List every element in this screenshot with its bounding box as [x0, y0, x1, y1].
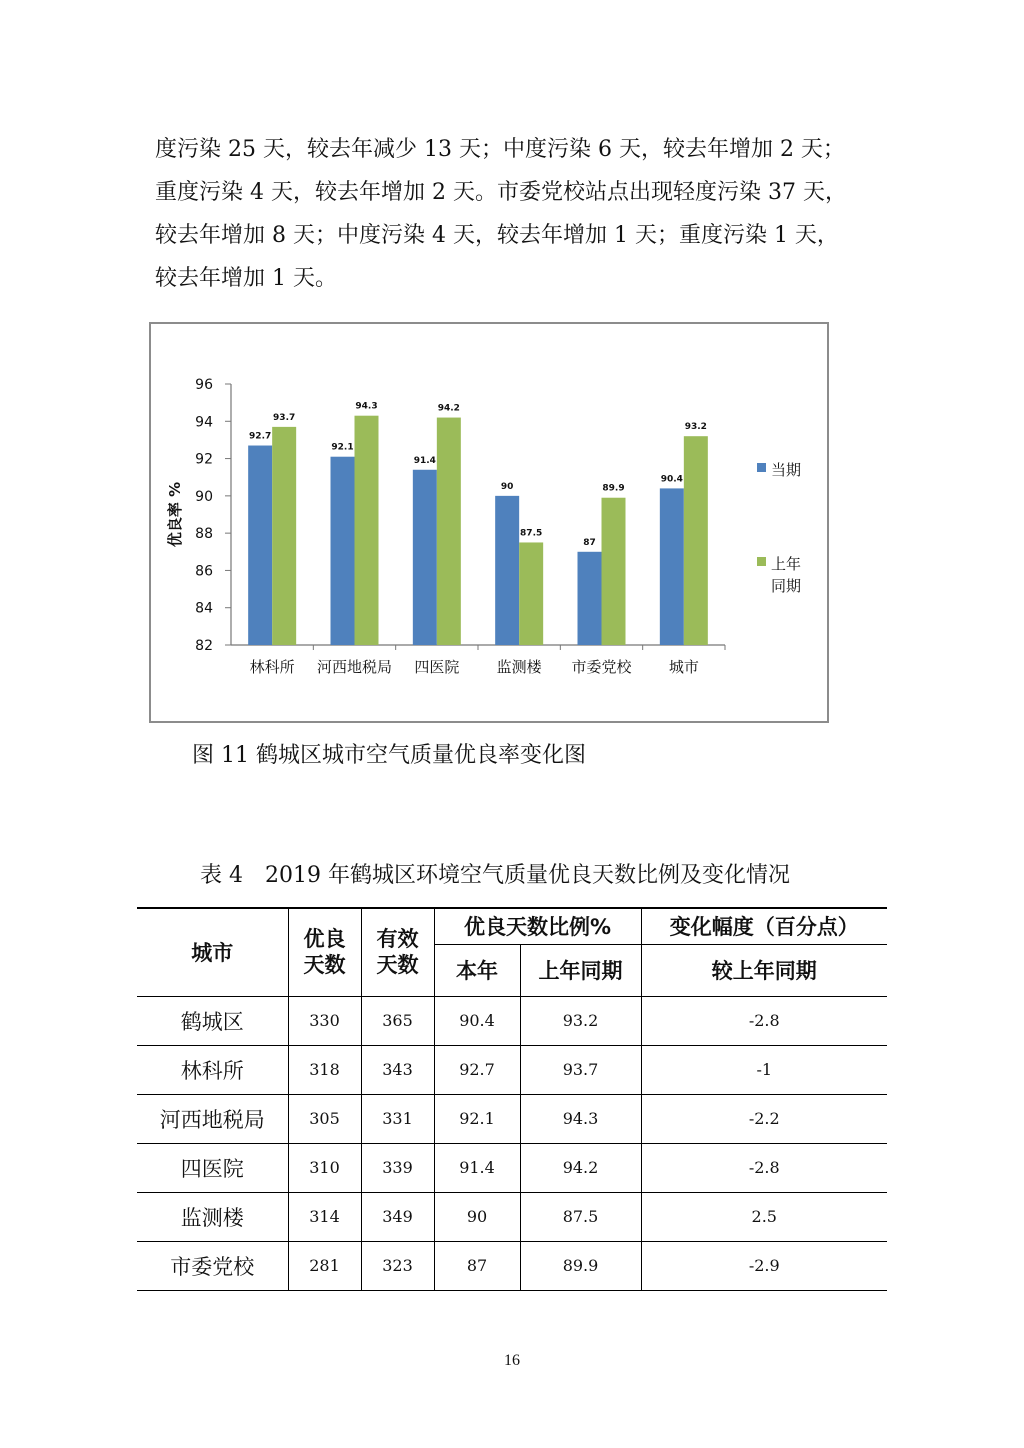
bar — [272, 427, 296, 645]
bar — [437, 418, 461, 645]
bar — [248, 446, 272, 645]
x-tick-label: 城市 — [668, 658, 699, 676]
data-label: 90.4 — [660, 474, 683, 485]
cell-valid-days: 339 — [361, 1143, 434, 1192]
cell-last-year: 93.2 — [520, 996, 641, 1045]
table-row — [137, 996, 887, 1045]
bar — [519, 542, 543, 645]
table-row — [137, 1094, 887, 1143]
table-row — [137, 1143, 887, 1192]
cell-last-year: 87.5 — [520, 1192, 641, 1241]
bar — [602, 498, 626, 645]
x-tick-label: 四医院 — [414, 658, 460, 676]
cell-city: 林科所 — [137, 1045, 288, 1094]
x-tick-label: 河西地税局 — [316, 658, 393, 676]
paragraph-line: 较去年增加 1 天。 — [155, 266, 337, 291]
y-tick-label: 96 — [195, 377, 213, 393]
cell-good-days: 318 — [288, 1045, 361, 1094]
data-label: 93.2 — [684, 422, 707, 433]
paragraph-line: 度污染 25 天，较去年减少 13 天；中度污染 6 天，较去年增加 2 天； — [155, 137, 845, 162]
legend-label: 当期 — [771, 461, 802, 479]
data-label: 93.7 — [273, 412, 296, 423]
legend-swatch — [757, 557, 766, 566]
bar — [578, 552, 602, 645]
cell-valid-days: 343 — [361, 1045, 434, 1094]
bar — [413, 470, 437, 645]
data-label: 87.5 — [520, 528, 543, 539]
bar-chart — [151, 324, 827, 721]
cell-good-days: 281 — [288, 1241, 361, 1290]
header-good-days-line: 天数 — [303, 953, 346, 978]
bar — [331, 457, 355, 645]
x-tick-label: 市委党校 — [571, 658, 632, 676]
bar — [684, 436, 708, 645]
data-table — [137, 907, 887, 1291]
cell-valid-days: 331 — [361, 1094, 434, 1143]
y-tick-label: 84 — [195, 600, 213, 617]
cell-city: 四医院 — [137, 1143, 288, 1192]
cell-this-year: 92.7 — [434, 1045, 520, 1094]
cell-change: -2.8 — [641, 1143, 887, 1192]
data-label: 90 — [500, 481, 514, 492]
cell-good-days: 330 — [288, 996, 361, 1045]
table-row — [137, 1045, 887, 1094]
y-axis-label: 优良率 % — [166, 481, 184, 548]
cell-this-year: 91.4 — [434, 1143, 520, 1192]
figure-caption: 图 11 鹤城区城市空气质量优良率变化图 — [192, 743, 586, 768]
cell-this-year: 92.1 — [434, 1094, 520, 1143]
cell-valid-days: 349 — [361, 1192, 434, 1241]
cell-good-days: 314 — [288, 1192, 361, 1241]
cell-good-days: 310 — [288, 1143, 361, 1192]
paragraph-line: 较去年增加 8 天；中度污染 4 天，较去年增加 1 天；重度污染 1 天， — [155, 223, 839, 248]
cell-this-year: 90.4 — [434, 996, 520, 1045]
cell-city: 监测楼 — [137, 1192, 288, 1241]
paragraph-line: 重度污染 4 天，较去年增加 2 天。市委党校站点出现轻度污染 37 天， — [155, 180, 847, 205]
cell-city: 河西地税局 — [137, 1094, 288, 1143]
data-label: 92.1 — [331, 442, 354, 453]
y-tick-label: 90 — [195, 488, 213, 505]
cell-city: 市委党校 — [137, 1241, 288, 1290]
header-valid-days — [361, 908, 434, 996]
cell-valid-days: 323 — [361, 1241, 434, 1290]
legend-label: 同期 — [771, 577, 802, 595]
page-number: 16 — [504, 1352, 520, 1369]
data-label: 91.4 — [413, 455, 436, 466]
x-tick-label: 林科所 — [249, 658, 295, 676]
bar — [355, 416, 379, 645]
cell-change: 2.5 — [641, 1192, 887, 1241]
header-last-year: 上年同期 — [520, 944, 641, 996]
legend-label: 上年 — [771, 555, 802, 573]
header-valid-days-line: 天数 — [376, 953, 419, 978]
header-change-group: 变化幅度（百分点） — [641, 908, 887, 944]
bar — [495, 496, 519, 645]
header-this-year: 本年 — [434, 944, 520, 996]
body-paragraph — [155, 128, 895, 300]
cell-change: -2.9 — [641, 1241, 887, 1290]
chart-frame — [149, 322, 829, 723]
header-good-days — [288, 908, 361, 996]
cell-change: -1 — [641, 1045, 887, 1094]
y-tick-label: 82 — [195, 638, 213, 654]
cell-good-days: 305 — [288, 1094, 361, 1143]
cell-last-year: 94.2 — [520, 1143, 641, 1192]
cell-last-year: 94.3 — [520, 1094, 641, 1143]
data-label: 94.3 — [355, 401, 378, 412]
data-label: 94.2 — [437, 403, 460, 414]
table-title: 表 4 2019 年鹤城区环境空气质量优良天数比例及变化情况 — [200, 863, 790, 888]
cell-last-year: 89.9 — [520, 1241, 641, 1290]
data-label: 92.7 — [249, 431, 272, 442]
data-label: 87 — [583, 537, 596, 548]
cell-city: 鹤城区 — [137, 996, 288, 1045]
cell-valid-days: 365 — [361, 996, 434, 1045]
x-tick-label: 监测楼 — [496, 658, 542, 676]
header-ratio-group: 优良天数比例% — [434, 908, 641, 944]
table-row — [137, 1241, 887, 1290]
data-label: 89.9 — [602, 483, 625, 494]
table-row — [137, 1192, 887, 1241]
cell-change: -2.2 — [641, 1094, 887, 1143]
y-tick-label: 88 — [195, 526, 213, 543]
legend-swatch — [757, 463, 766, 472]
header-good-days-line: 优良 — [303, 927, 346, 952]
y-tick-label: 94 — [195, 414, 213, 431]
y-tick-label: 92 — [195, 451, 213, 468]
cell-change: -2.8 — [641, 996, 887, 1045]
cell-this-year: 87 — [434, 1241, 520, 1290]
cell-last-year: 93.7 — [520, 1045, 641, 1094]
y-tick-label: 86 — [195, 563, 213, 580]
cell-this-year: 90 — [434, 1192, 520, 1241]
bar — [660, 488, 684, 645]
header-city: 城市 — [137, 908, 288, 996]
header-vs-last-year: 较上年同期 — [641, 944, 887, 996]
header-valid-days-line: 有效 — [376, 927, 419, 952]
